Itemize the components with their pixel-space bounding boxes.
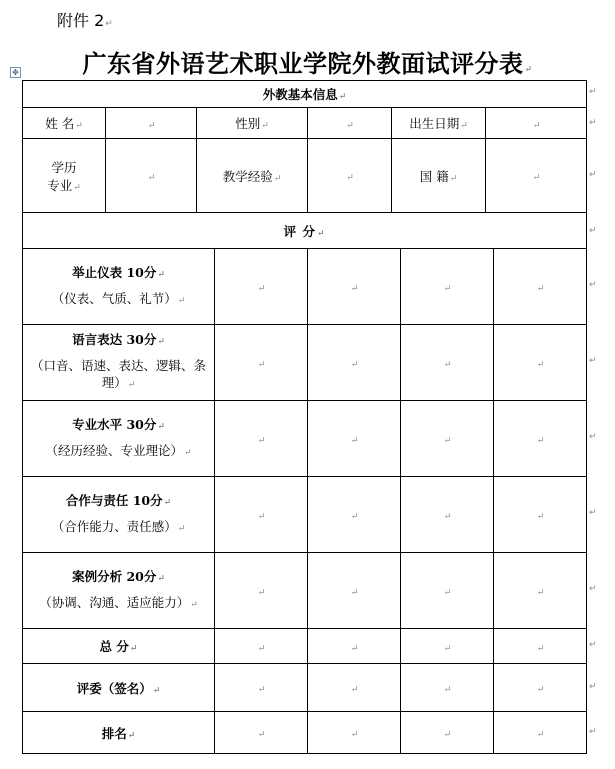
nationality-label: 国 籍↵	[392, 139, 486, 213]
score-cell[interactable]: ↵	[494, 325, 587, 401]
birth-date-value-cell[interactable]: ↵	[486, 108, 587, 139]
rank-cell[interactable]: ↵	[401, 712, 494, 754]
row-end-mark: ↵	[589, 432, 597, 442]
personal-row	[23, 108, 587, 139]
score-cell[interactable]: ↵	[494, 477, 587, 553]
signature-cell[interactable]: ↵	[401, 664, 494, 712]
row-end-mark: ↵	[589, 280, 597, 290]
row-end-mark: ↵	[589, 584, 597, 594]
basic-info-heading: 外教基本信息↵	[23, 81, 587, 108]
rank-cell[interactable]: ↵	[494, 712, 587, 754]
score-cell[interactable]: ↵	[308, 553, 401, 629]
score-cell[interactable]: ↵	[215, 249, 308, 325]
scoring-heading-row	[23, 213, 587, 249]
attachment-label: 附件 2↵	[57, 11, 113, 30]
teaching-experience-value-cell[interactable]: ↵	[308, 139, 392, 213]
education-value-cell[interactable]: ↵	[106, 139, 197, 213]
criterion-case-analysis: 案例分析 20分↵ （协调、沟通、适应能力）↵	[23, 553, 215, 629]
row-end-mark: ↵	[589, 170, 597, 180]
education-label: 学历 专业↵	[23, 139, 106, 213]
criterion-row	[23, 553, 587, 629]
row-end-mark: ↵	[589, 727, 597, 737]
row-end-mark: ↵	[589, 118, 597, 128]
gender-label: 性别↵	[197, 108, 308, 139]
score-cell[interactable]: ↵	[494, 629, 587, 664]
score-cell[interactable]: ↵	[401, 629, 494, 664]
score-cell[interactable]: ↵	[401, 249, 494, 325]
table-move-handle-icon[interactable]: ✥	[10, 67, 21, 78]
total-score-label: 总 分↵	[23, 629, 215, 664]
signature-cell[interactable]: ↵	[494, 664, 587, 712]
score-cell[interactable]: ↵	[494, 401, 587, 477]
rank-label: 排名↵	[23, 712, 215, 754]
signature-cell[interactable]: ↵	[215, 664, 308, 712]
basic-info-row	[23, 81, 587, 108]
score-cell[interactable]: ↵	[494, 553, 587, 629]
score-cell[interactable]: ↵	[308, 325, 401, 401]
rank-row	[23, 712, 587, 754]
row-end-mark: ↵	[589, 640, 597, 650]
score-cell[interactable]: ↵	[401, 325, 494, 401]
criterion-row	[23, 325, 587, 401]
score-cell[interactable]: ↵	[215, 629, 308, 664]
criterion-professional: 专业水平 30分↵ （经历经验、专业理论）↵	[23, 401, 215, 477]
total-row	[23, 629, 587, 664]
score-cell[interactable]: ↵	[494, 249, 587, 325]
judge-row	[23, 664, 587, 712]
gender-value-cell[interactable]: ↵	[308, 108, 392, 139]
score-cell[interactable]: ↵	[215, 325, 308, 401]
score-cell[interactable]: ↵	[215, 477, 308, 553]
row-end-mark: ↵	[589, 682, 597, 692]
rank-cell[interactable]: ↵	[308, 712, 401, 754]
score-cell[interactable]: ↵	[308, 401, 401, 477]
criterion-language: 语言表达 30分↵ （口音、语速、表达、逻辑、条理）↵	[23, 325, 215, 401]
nationality-value-cell[interactable]: ↵	[486, 139, 587, 213]
row-end-mark: ↵	[589, 356, 597, 366]
score-cell[interactable]: ↵	[308, 249, 401, 325]
background-row	[23, 139, 587, 213]
row-end-mark: ↵	[589, 508, 597, 518]
row-end-mark: ↵	[589, 87, 597, 97]
criterion-cooperation: 合作与责任 10分↵ （合作能力、责任感）↵	[23, 477, 215, 553]
signature-cell[interactable]: ↵	[308, 664, 401, 712]
rank-cell[interactable]: ↵	[215, 712, 308, 754]
score-cell[interactable]: ↵	[308, 629, 401, 664]
score-cell[interactable]: ↵	[401, 553, 494, 629]
teaching-experience-label: 教学经验↵	[197, 139, 308, 213]
interview-score-table	[22, 80, 587, 754]
score-cell[interactable]: ↵	[308, 477, 401, 553]
criterion-appearance: 举止仪表 10分↵ （仪表、气质、礼节）↵	[23, 249, 215, 325]
row-end-mark: ↵	[589, 226, 597, 236]
criterion-row	[23, 249, 587, 325]
scoring-heading: 评 分↵	[23, 213, 587, 249]
name-value-cell[interactable]: ↵	[106, 108, 197, 139]
criterion-row	[23, 477, 587, 553]
score-cell[interactable]: ↵	[401, 401, 494, 477]
page-title: 广东省外语艺术职业学院外教面试评分表↵	[82, 49, 533, 78]
score-cell[interactable]: ↵	[215, 401, 308, 477]
name-label: 姓 名↵	[23, 108, 106, 139]
score-cell[interactable]: ↵	[401, 477, 494, 553]
judge-signature-label: 评委（签名）↵	[23, 664, 215, 712]
criterion-row	[23, 401, 587, 477]
birth-date-label: 出生日期↵	[392, 108, 486, 139]
score-cell[interactable]: ↵	[215, 553, 308, 629]
